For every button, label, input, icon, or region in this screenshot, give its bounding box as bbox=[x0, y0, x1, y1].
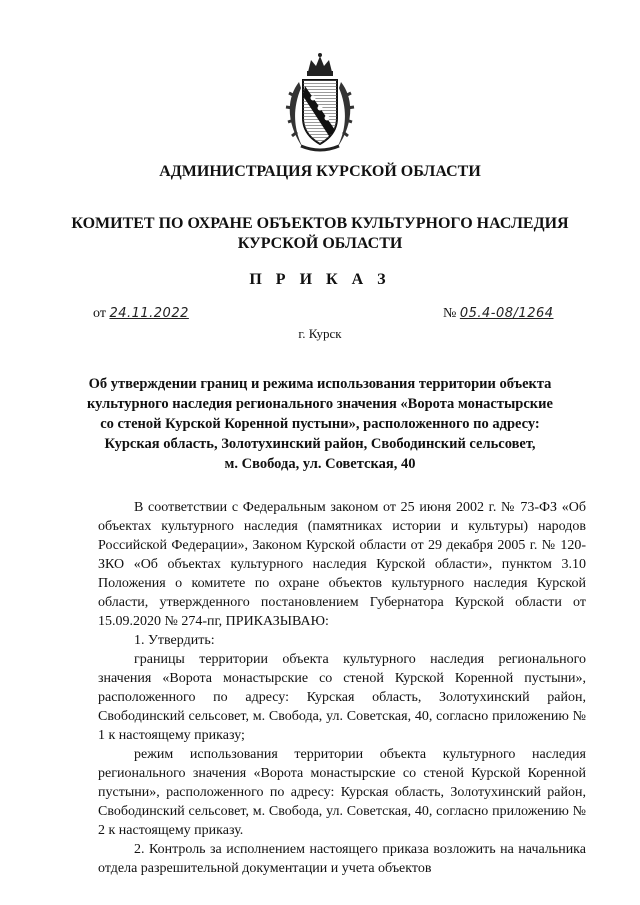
item-1-heading: 1. Утвердить: bbox=[134, 633, 215, 648]
title-line: м. Свобода, ул. Советская, 40 bbox=[224, 456, 416, 472]
order-body bbox=[98, 498, 586, 878]
city: г. Курск bbox=[298, 326, 342, 341]
boundaries-paragraph: границы территории объекта культурного наследия регионального значения «Ворота монастырские со стеной Курской Коренной пустыни», расположенного по адресу: Курская область, Золотухинский район, Свободинский сельсовет, м. Свобода, ул. Советская, 40, согласно приложению № 1 к настоящему приказу; bbox=[98, 652, 586, 743]
committee-title-line2: КУРСКОЙ ОБЛАСТИ bbox=[237, 235, 403, 252]
administration-title: АДМИНИСТРАЦИЯ КУРСКОЙ ОБЛАСТИ bbox=[159, 163, 481, 180]
number-value: 05.4-08/1264 bbox=[459, 306, 554, 321]
order-title bbox=[85, 374, 555, 474]
title-line: Курская область, Золотухинский район, Свободинский сельсовет, bbox=[104, 436, 536, 452]
document-type: П Р И К А З bbox=[249, 271, 391, 288]
date-value: 24.11.2022 bbox=[109, 306, 189, 321]
preamble-paragraph: В соответствии с Федеральным законом от 25 июня 2002 г. № 73-ФЗ «Об объектах культурного наследия (памятниках истории и культуры) народов Российской Федерации», Законом Курской области от 29 декабря 2005 г. № 120-ЗКО «Об объектах культурного наследия Курской области», пунктом 3.10 Положения о комитете по охране объектов культурного наследия Курской области, утвержденного постановлением Губернатора Курской области от 15.09.2020 № 274-пг, ПРИКАЗЫВАЮ: bbox=[98, 500, 586, 629]
order-number bbox=[443, 306, 554, 322]
date-prefix: от bbox=[93, 306, 106, 321]
title-line: Об утверждении границ и режима использования территории объекта bbox=[88, 376, 552, 392]
number-prefix: № bbox=[443, 306, 457, 321]
committee-title-line1: КОМИТЕТ ПО ОХРАНЕ ОБЪЕКТОВ КУЛЬТУРНОГО НАСЛЕДИЯ bbox=[71, 215, 569, 232]
regime-paragraph: режим использования территории объекта культурного наследия регионального значения «Ворота монастырские со стеной Курской Коренной пустыни», расположенного по адресу: Курская область, Золотухинский район, Свободинский сельсовет, м. Свобода, ул. Советская, 40, согласно приложению № 2 к настоящему приказу. bbox=[98, 747, 586, 838]
title-line: культурного наследия регионального значения «Ворота монастырские bbox=[87, 396, 553, 412]
order-date bbox=[93, 306, 189, 322]
title-line: со стеной Курской Коренной пустыни», расположенного по адресу: bbox=[100, 416, 540, 432]
kursk-coat-of-arms-icon bbox=[281, 52, 359, 156]
committee-title bbox=[60, 214, 580, 254]
item-2-paragraph: 2. Контроль за исполнением настоящего приказа возложить на начальника отдела разрешительной документации и учета объектов bbox=[98, 842, 586, 876]
